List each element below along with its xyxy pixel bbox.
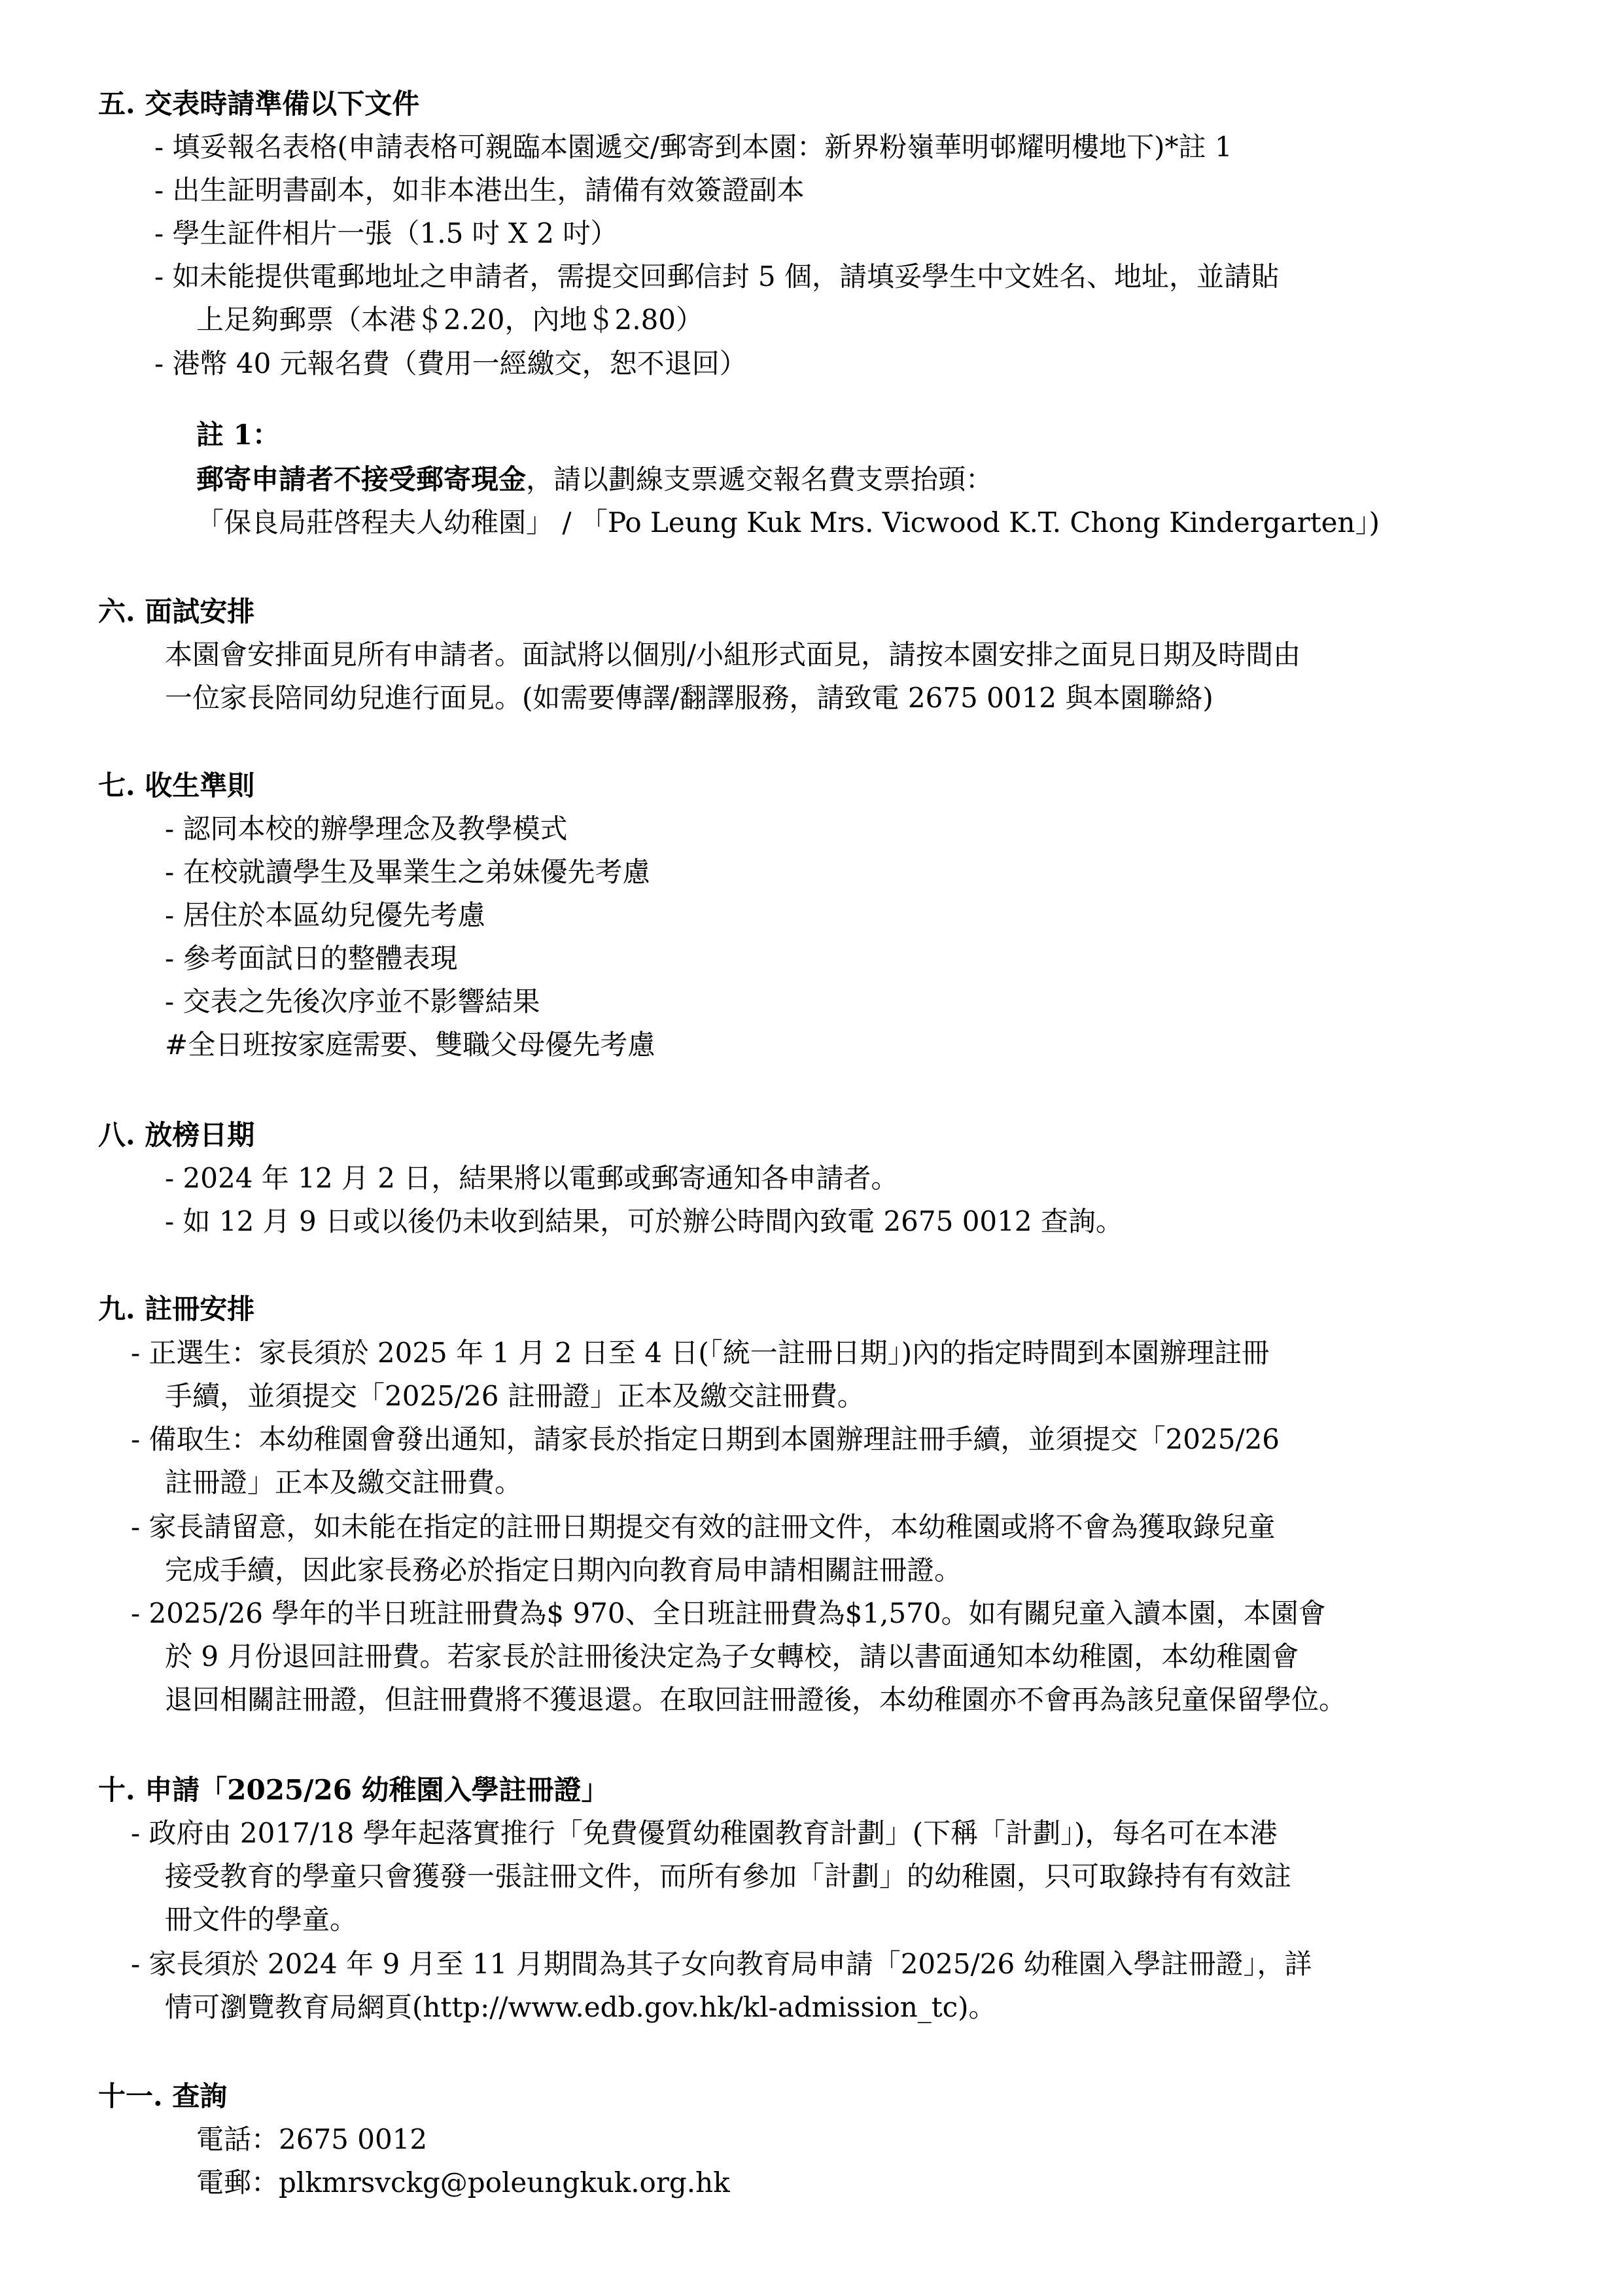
section-5-note-line-2: 「保良局莊啓程夫人幼稚園」 / 「Po Leung Kuk Mrs. Vicwood K.T. Chong Kindergarten」) <box>196 506 1380 539</box>
section-9-line-3: - 備取生：本幼稚園會發出通知，請家長於指定日期到本園辦理註冊手續，並須提交「2025/26 <box>131 1423 1280 1455</box>
section-5-item-1: - 填妥報名表格(申請表格可親臨本園遞交/郵寄到本園：新界粉嶺華明邨耀明樓地下)*註 1 <box>154 131 1232 163</box>
section-5-note-label: 註 1： <box>196 419 280 451</box>
contact-phone: 電話：2675 0012 <box>196 2123 428 2155</box>
section-10-line-3: 冊文件的學童。 <box>165 1903 358 1935</box>
section-9-line-6: 完成手續，因此家長務必於指定日期內向教育局申請相關註冊證。 <box>165 1554 962 1586</box>
contact-email: 電郵：plkmrsvckg@poleungkuk.org.hk <box>196 2166 730 2199</box>
section-8-item-2: - 如 12 月 9 日或以後仍未收到結果，可於辦公時間內致電 2675 0012 查詢。 <box>165 1205 1123 1237</box>
section-6-line-2: 一位家長陪同幼兒進行面見。(如需要傳譯/翻譯服務，請致電 2675 0012 與本園聯絡) <box>165 682 1213 714</box>
section-11-title: 十一. 查詢 <box>98 2080 228 2112</box>
section-8-item-1: - 2024 年 12 月 2 日，結果將以電郵或郵寄通知各申請者。 <box>165 1162 899 1194</box>
section-5-item-4: - 如未能提供電郵地址之申請者，需提交回郵信封 5 個，請填妥學生中文姓名、地址，並請貼 <box>154 260 1279 292</box>
section-5-item-4-cont: 上足夠郵票（本港＄2.20，內地＄2.80） <box>196 304 704 336</box>
section-5-item-3: - 學生証件相片一張（1.5 吋 X 2 吋） <box>154 217 618 249</box>
section-9-line-5: - 家長請留意，如未能在指定的註冊日期提交有效的註冊文件，本幼稚園或將不會為獲取錄兒童 <box>131 1511 1276 1543</box>
section-9-line-9: 退回相關註冊證，但註冊費將不獲退還。在取回註冊證後，本幼稚園亦不會再為該兒童保留學位。 <box>165 1684 1347 1716</box>
section-9-title: 九. 註冊安排 <box>98 1293 255 1325</box>
section-9-line-4: 註冊證」正本及繳交註冊費。 <box>165 1466 523 1498</box>
section-10-line-2: 接受教育的學童只會獲發一張註冊文件，而所有參加「計劃」的幼稚園，只可取錄持有有效註 <box>165 1860 1292 1892</box>
section-7-item-5: - 交表之先後次序並不影響結果 <box>165 985 540 1017</box>
section-7-title: 七. 收生準則 <box>98 769 255 802</box>
section-6-title: 六. 面試安排 <box>98 595 255 627</box>
section-10-line-4: - 家長須於 2024 年 9 月至 11 月期間為其子女向教育局申請「2025/26 幼稚園入學註冊證」，詳 <box>131 1948 1312 1980</box>
section-9-line-1: - 正選生：家長須於 2025 年 1 月 2 日至 4 日(「統一註冊日期」)內的指定時間到本園辦理註冊 <box>131 1337 1270 1369</box>
section-10-line-5: 情可瀏覽教育局網頁(http://www.edb.gov.hk/kl-admission_tc)。 <box>165 1991 996 2023</box>
section-10-title: 十. 申請「2025/26 幼稚園入學註冊證」 <box>98 1774 609 1806</box>
section-6-line-1: 本園會安排面見所有申請者。面試將以個別/小組形式面見，請按本園安排之面見日期及時間由 <box>165 639 1301 671</box>
section-7-item-4: - 參考面試日的整體表現 <box>165 942 458 974</box>
section-7-extra: #全日班按家庭需要、雙職父母優先考慮 <box>165 1029 655 1061</box>
section-5-title: 五. 交表時請準備以下文件 <box>98 88 420 120</box>
section-5-item-2: - 出生証明書副本，如非本港出生，請備有效簽證副本 <box>154 174 805 206</box>
section-9-line-7: - 2025/26 學年的半日班註冊費為$ 970、全日班註冊費為$1,570。如有關兒童入讀本園，本園會 <box>131 1597 1326 1629</box>
section-9-line-2: 手續，並須提交「2025/26 註冊證」正本及繳交註冊費。 <box>165 1380 865 1412</box>
section-5-item-5: - 港幣 40 元報名費（費用一經繳交，恕不退回） <box>154 347 747 380</box>
section-9-line-8: 於 9 月份退回註冊費。若家長於註冊後決定為子女轉校，請以書面通知本幼稚園，本幼稚園會 <box>165 1640 1299 1672</box>
section-5-note-line-1 <box>196 461 993 498</box>
section-7-item-2: - 在校就讀學生及畢業生之弟妹優先考慮 <box>165 856 650 888</box>
section-5-note-bold: 郵寄申請者不接受郵寄現金 <box>196 463 527 495</box>
section-5-note-rest: ，請以劃線支票遞交報名費支票抬頭： <box>526 463 994 495</box>
section-7-item-1: - 認同本校的辦學理念及教學模式 <box>165 813 568 845</box>
section-10-line-1: - 政府由 2017/18 學年起落實推行「免費優質幼稚園教育計劃」(下稱「計劃」)，每名可在本港 <box>131 1817 1278 1849</box>
section-7-item-3: - 居住於本區幼兒優先考慮 <box>165 899 485 931</box>
section-8-title: 八. 放榜日期 <box>98 1119 255 1151</box>
